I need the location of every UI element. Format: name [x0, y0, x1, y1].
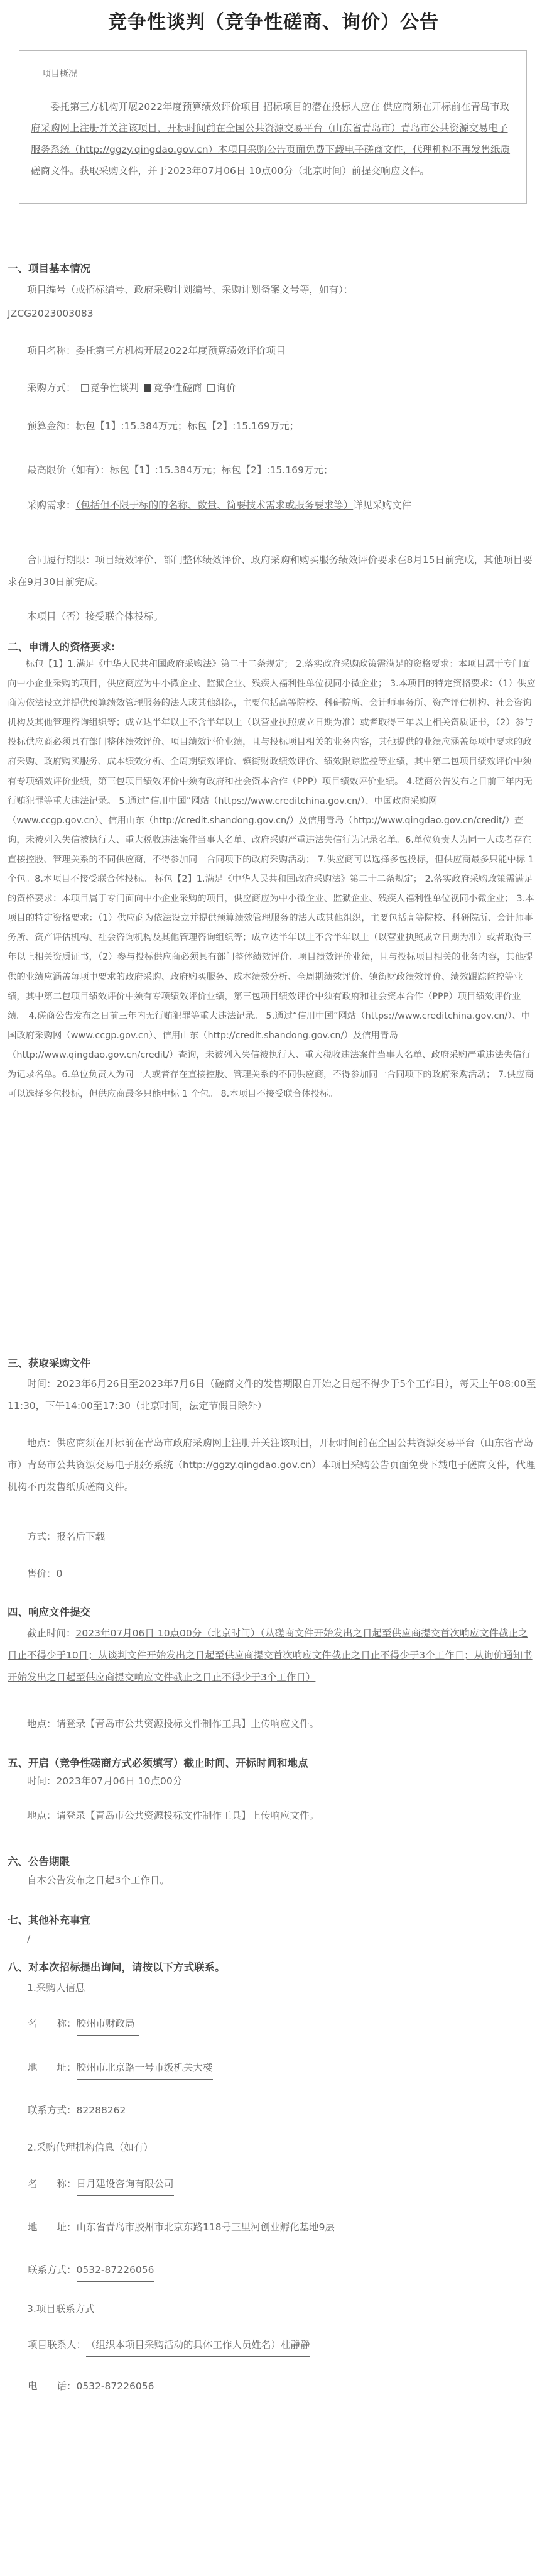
qualification-text: 标包【1】1.满足《中华人民共和国政府采购法》第二十二条规定； 2.落实政府采购政策需满足的资格要求：本项目属于专门面向中小企业采购的项目，供应商应为中小微企业、监狱企业、残疾人福利性单位视同小微企业； 3.本项目的特定资格要求：（1）供应商为依法设立并提供预算绩效管理服务的法人或其他组织，主要包括高等院校、科研院所、会计师事务所、资产评估机构、社会咨询机构及其他管理咨询组织等；成立达半年以上不含半年以上（以营业执照成立日期为准）或者取得三年以上相关资质证书，（2）参与投标供应商必须具有部门整体绩效评价、项目绩效评价业绩，且与投标项目相关的业务内容，其他提供的业绩应涵盖每项中要求的政府采购、政府购买服务、成本绩效分析、全周期绩效评价、镇街财政绩效评价、绩效跟踪监控等业绩，其中第二包项目绩效评价中须有专项绩效评价业绩，第三包项目绩效评价中须有政府和社会资本合作（PPP）项目绩效评价业绩。 4.磋商公告发布之日前三年内无行贿犯罪等重大违法记录。 5.通过“信用中国”网站（https://www.creditchina.gov.cn/）、中国政府采购网（www.ccgp.gov.cn）、信用山东（http://credit.shandong.gov.cn/）及信用青岛（http://www.qingdao.gov.cn/credit/）查询，未被列入失信被执行人、重大税收违法案件当事人名单、政府采购严重违法失信行为记录名单。6.单位负责人为同一人或者存在直接控股、管理关系的不同供应商，不得参加同一合同项下的政府采购活动； 7.供应商可以选择多包投标，但供应商最多只能中标 1 个包。8.本项目不接受联合体投标。 标包【2】1.满足《中华人民共和国政府采购法》第二十二条规定； 2.落实政府采购政策需满足的资格要求：本项目属于专门面向中小企业采购的项目，供应商应为中小微企业、监狱企业、残疾人福利性单位视同小微企业； 3.本项目的特定资格要求：（1）供应商为依法设立并提供预算绩效管理服务的法人或其他组织，主要包括高等院校、科研院所、会计师事务所、资产评估机构、社会咨询机构及其他管理咨询组织等；成立达半年以上不含半年以上（以营业执照成立日期为准）或者取得三年以上相关资质证书，（2）参与投标供应商必须具有部门整体绩效评价、项目绩效评价业绩，且与投标项目相关的业务内容，其他提供的业绩应涵盖每项中要求的政府采购、政府购买服务、成本绩效分析、全周期绩效评价、镇街财政绩效评价、绩效跟踪监控等业绩，其中第二包项目绩效评价中须有专项绩效评价业绩，第三包项目绩效评价中须有政府和社会资本合作（PPP）项目绩效评价业绩。 4.磋商公告发布之日前三年内无行贿犯罪等重大违法记录。 5.通过“信用中国”网站（https://www.creditchina.gov.cn/）、中国政府采购网（www.ccgp.gov.cn）、信用山东（http://credit.shandong.gov.cn/）及信用青岛（http://www.qingdao.gov.cn/credit/）查询，未被列入失信被执行人、重大税收违法案件当事人名单、政府采购严重违法失信行为记录名单。6.单位负责人为同一人或者存在直接控股、管理关系的不同供应商，不得参加同一合同项下的政府采购活动； 7.供应商可以选择多包投标，但供应商最多只能中标 1 个包。 8.本项目不接受联合体投标。 [8, 659, 536, 1100]
time-range: 2023年6月26日至2023年7月6日（磋商文件的发售期限自开始之日起不得少于5个工作日） [56, 1378, 450, 1389]
agency-address-label: 地 址： [28, 2222, 77, 2233]
submission-deadline [8, 1623, 537, 1689]
project-name: 项目名称：委托第三方机构开展2022年度预算绩效评价项目 [27, 345, 286, 356]
section-8-heading: 八、对本次招标提出询问，请按以下方式联系。 [8, 1961, 225, 1973]
notice-period: 自本公告发布之日起3个工作日。 [27, 1875, 170, 1886]
procurement-method [8, 377, 537, 399]
contract-period: 合同履行期限：项目绩效评价、部门整体绩效评价、政府采购和购买服务绩效评价要求在8月15日前完成，其他项目要求在9月30日前完成。 [8, 554, 533, 588]
deadline-note: （北京时间）（从磋商文件开始发出之日起至供应商提交首次响应文件截止之日止不得少于10日；从谈判文件开始发出之日起至供应商提交首次响应文件截止之日止不得少于3个工作日；从询价通知书开始发出之日起至供应商提交响应文件截止之日止不得少于3个工作日） [8, 1628, 533, 1683]
checkbox-inquiry [207, 384, 215, 392]
method-option-1: 竞争性谈判 [90, 382, 139, 393]
contact-heading: 3.项目联系方式 [27, 2303, 95, 2315]
purchaser-phone-label: 联系方式： [28, 2105, 77, 2116]
contact-phone-row [28, 2376, 537, 2398]
project-number-label: 项目编号（或招标编号、政府采购计划编号、采购计划备案文号等，如有）： [27, 284, 354, 295]
method-option-2: 竞争性磋商 [153, 382, 202, 393]
opening-place: 地点：请登录【青岛市公共资源投标文件制作工具】上传响应文件。 [27, 1810, 320, 1821]
overview-text: 委托第三方机构开展2022年度预算绩效评价项目 招标项目的潜在投标人应在 供应商须在开标前在青岛市政府采购网上注册并关注该项目，开标时间前在全国公共资源交易平台（山东省青岛市）青岛市公共资源交易电子服务系统（http://ggzy.qingdao.gov.cn）本项目采购公告页面免费下载电子磋商文件，代理机构不再发售纸质磋商文件。获取采购文件，并于2023年07月06日 10点00分（北京时间）前提交响应文件。 [31, 101, 511, 177]
purchaser-name: 胶州市财政局 [77, 2013, 139, 2036]
section-2-heading: 二、申请人的资格要求: [8, 641, 116, 653]
purchaser-name-label: 名 称： [28, 2018, 77, 2029]
procurement-needs [8, 495, 537, 517]
contact-phone: 0532-87226056 [77, 2376, 154, 2398]
section-6-heading: 六、公告期限 [8, 1856, 70, 1868]
purchaser-heading: 1.采购人信息 [27, 1982, 85, 1993]
purchaser-address-row [28, 2057, 537, 2080]
agency-name: 日月建设咨询有限公司 [77, 2173, 174, 2196]
contact-person-label: 项目联系人： [28, 2339, 87, 2350]
overview-heading: 项目概况 [42, 69, 77, 79]
page-title: 竞争性谈判（竞争性磋商、询价）公告 [108, 11, 439, 33]
submission-place: 地点：请登录【青岛市公共资源投标文件制作工具】上传响应文件。 [27, 1718, 320, 1729]
other-matters: / [27, 1933, 31, 1944]
consortium-note: 本项目（否）接受联合体投标。 [27, 611, 164, 622]
afternoon-hours: 14:00至17:30 [65, 1400, 131, 1411]
contact-person-row [28, 2334, 537, 2357]
time-rest: ，每天上午 [449, 1378, 499, 1389]
purchaser-address: 胶州市北京路一号市级机关大楼 [77, 2057, 213, 2080]
needs-rest: 详见采购文件 [353, 500, 412, 511]
purchaser-address-label: 地 址： [28, 2062, 77, 2073]
section-1-heading: 一、项目基本情况 [8, 263, 90, 275]
acquire-time [8, 1373, 537, 1417]
time-tail: （北京时间，法定节假日除外） [131, 1400, 268, 1411]
method-label: 采购方式： [27, 382, 76, 393]
deadline-time: 2023年07月06日 10点00分 [75, 1628, 202, 1639]
acquire-place: 地点：供应商须在开标前在青岛市政府采购网上注册并关注该项目，开标时间前在全国公共资源交易平台（山东省青岛市）青岛市公共资源交易电子服务系统（http://ggzy.qingdao.gov.cn）本项目采购公告页面免费下载电子磋商文件，代理机构不再发售纸质磋商文件。 [8, 1437, 536, 1493]
document-price: 售价：0 [27, 1568, 63, 1579]
method-option-3: 询价 [216, 382, 236, 393]
agency-heading: 2.采购代理机构信息（如有） [27, 2142, 153, 2153]
agency-address: 山东省青岛市胶州市北京东路118号三里河创业孵化基地9层 [77, 2217, 335, 2239]
section-5-heading: 五、开启（竞争性磋商方式必须填写）截止时间、开标时间和地点 [8, 1757, 308, 1769]
project-number: JZCG2023003083 [8, 308, 94, 319]
section-3-heading: 三、获取采购文件 [8, 1357, 90, 1369]
agency-name-label: 名 称： [28, 2178, 77, 2190]
purchaser-phone-row [28, 2100, 537, 2122]
budget-amount: 预算金额：标包【1】:15.384万元；标包【2】:15.169万元； [27, 420, 300, 432]
afternoon-label: ，下午 [35, 1400, 65, 1411]
agency-phone-row [28, 2259, 537, 2282]
project-overview-box [19, 50, 527, 204]
needs-underlined: （包括但不限于标的的名称、数量、简要技术需求或服务要求等） [75, 500, 354, 511]
max-price: 最高限价（如有）：标包【1】:15.384万元；标包【2】:15.169万元； [27, 464, 333, 476]
agency-phone-label: 联系方式： [28, 2264, 77, 2276]
checkbox-negotiation [81, 384, 89, 392]
agency-address-row [28, 2217, 537, 2239]
opening-time: 时间：2023年07月06日 10点00分 [27, 1775, 183, 1787]
purchaser-name-row [28, 2013, 537, 2036]
section-7-heading: 七、其他补充事宜 [8, 1914, 90, 1926]
deadline-label: 截止时间： [27, 1628, 76, 1639]
morning-hours: 08:00至11:30 [8, 1378, 536, 1411]
agency-name-row [28, 2173, 537, 2196]
contact-person: （组织本项目采购活动的具体工作人员姓名）杜静静 [86, 2334, 310, 2357]
acquire-method: 方式：报名后下载 [27, 1531, 106, 1542]
checkbox-consultation-checked [144, 384, 151, 392]
agency-phone: 0532-87226056 [77, 2259, 154, 2282]
needs-label: 采购需求： [27, 500, 76, 511]
section-4-heading: 四、响应文件提交 [8, 1606, 90, 1618]
contact-phone-label: 电 话： [28, 2381, 77, 2392]
time-label: 时间： [27, 1378, 57, 1389]
purchaser-phone: 82288262 [77, 2100, 139, 2122]
